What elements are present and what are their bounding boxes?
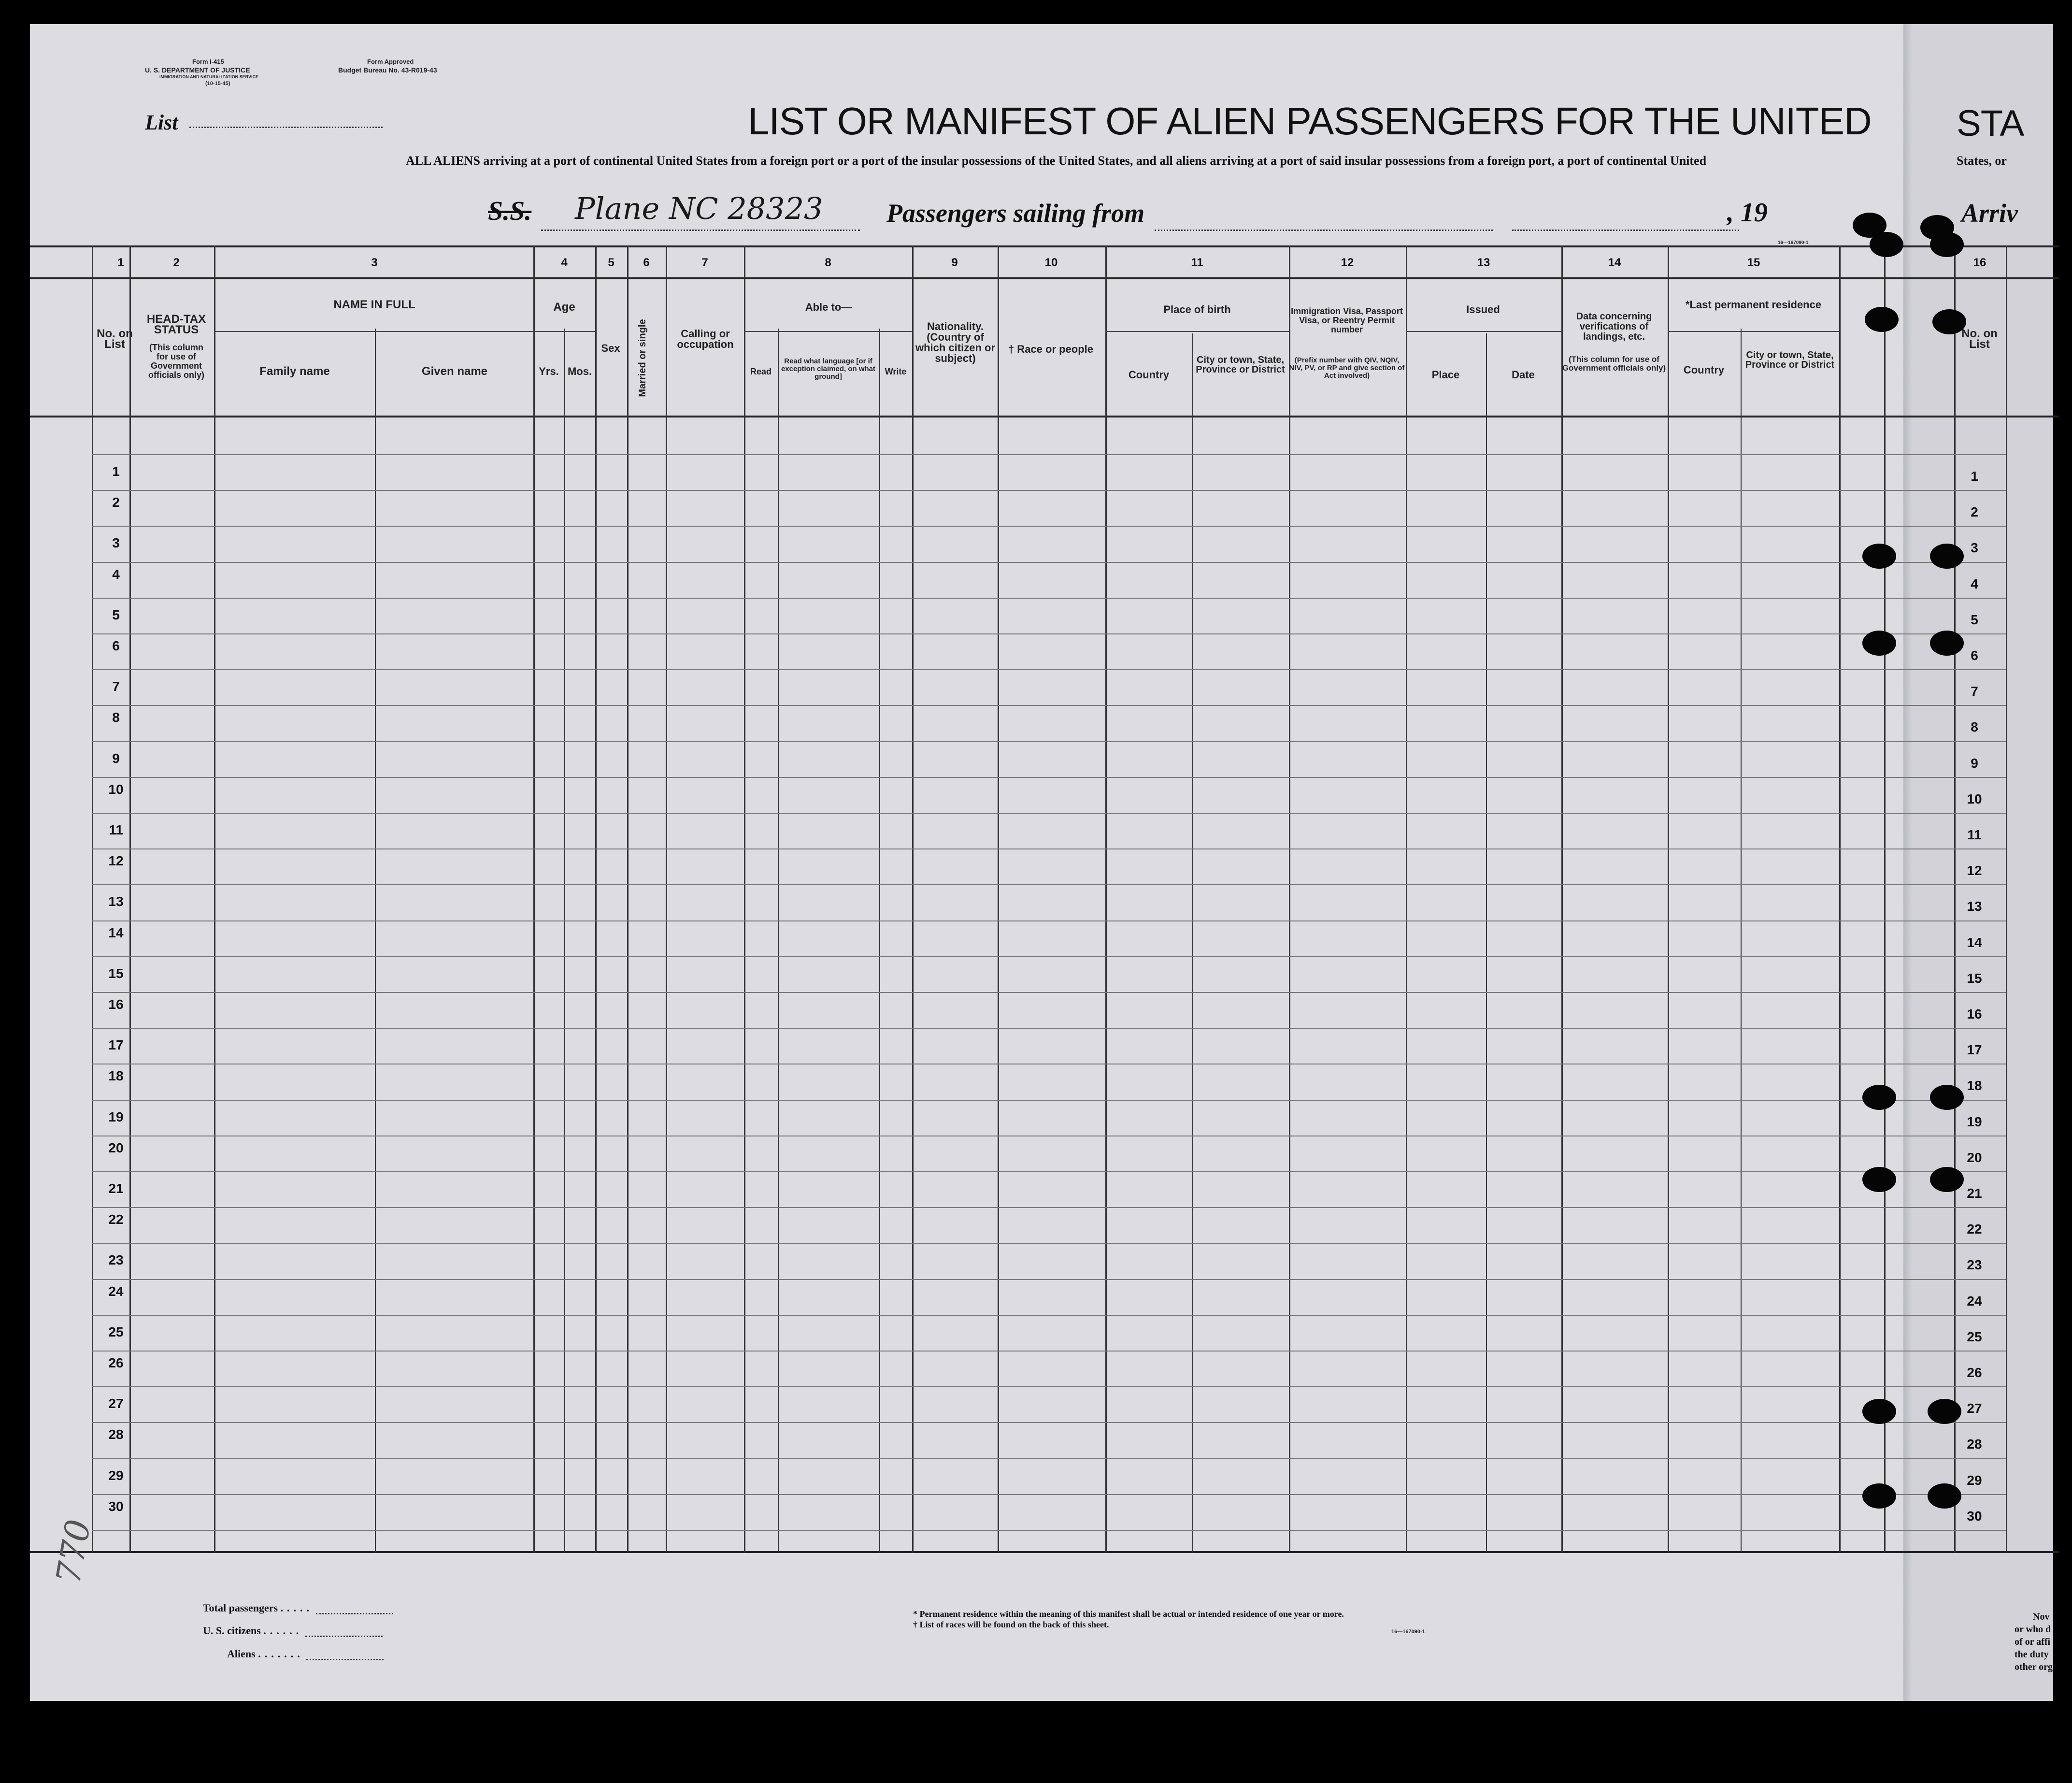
column-number: 11 — [1191, 256, 1203, 269]
subheader-rule — [1105, 331, 1289, 332]
row-number: 18 — [1967, 1078, 1982, 1093]
row-number: 30 — [1967, 1508, 1982, 1524]
sailing-label: Passengers sailing from — [886, 199, 1145, 228]
row-number: 20 — [1967, 1150, 1982, 1165]
row-number: 9 — [1971, 755, 1978, 771]
column-number: 2 — [173, 256, 180, 269]
row-number: 7 — [112, 679, 120, 694]
row-number: 12 — [1967, 863, 1982, 878]
subheader-rule — [1668, 331, 1839, 332]
row-number: 3 — [1971, 540, 1978, 556]
header-read: Read — [750, 367, 772, 376]
row-number: 17 — [1967, 1042, 1982, 1058]
punch-hole — [1930, 544, 1964, 569]
right-edge-line: the duty — [2015, 1649, 2049, 1660]
row-number: 28 — [1967, 1437, 1982, 1452]
row-number: 21 — [108, 1181, 124, 1196]
header-visa-note: (Prefix number with QIV, NQIV, NIV, PV, or RP and give section of Act involved) — [1289, 356, 1405, 380]
row-number: 23 — [108, 1252, 124, 1268]
column-number: 13 — [1477, 256, 1490, 269]
column-number: 1 — [117, 256, 124, 269]
arriving-label: Arriv — [1961, 199, 2018, 228]
punch-hole — [1930, 1085, 1964, 1110]
subcolumn-divider — [1741, 329, 1742, 1553]
row-number: 1 — [112, 464, 120, 479]
right-edge-line: of or affi — [2015, 1637, 2051, 1647]
header-able-to: Able to— — [805, 301, 852, 313]
total-passengers: Total passengers ..... — [203, 1602, 393, 1614]
header-city-birth: City or town, State, Province or District — [1196, 355, 1285, 375]
column-divider — [92, 245, 93, 1553]
subheader-rule — [533, 331, 595, 332]
header-bottom-rule — [30, 416, 2059, 417]
subcolumn-divider — [564, 329, 565, 1553]
row-number: 11 — [1967, 827, 1982, 842]
header-family-name: Family name — [259, 365, 330, 378]
manifest-subtitle-cont: States, or — [1957, 154, 2007, 168]
row-rule — [92, 526, 2006, 527]
print-code-bottom: 16—167090-1 — [1391, 1629, 1425, 1635]
header-given-name: Given name — [421, 365, 488, 378]
row-number: 19 — [108, 1109, 124, 1124]
row-rule — [92, 884, 2006, 885]
header-last-residence: *Last permanent residence — [1685, 299, 1822, 311]
header-mos: Mos. — [567, 365, 592, 377]
header-write: Write — [885, 367, 907, 376]
row-number: 2 — [1971, 504, 1978, 520]
column-number: 12 — [1341, 256, 1354, 269]
header-head-tax: HEAD-TAX STATUS — [146, 313, 206, 336]
row-number: 6 — [1971, 648, 1978, 663]
colnum-rule — [30, 277, 2059, 279]
row-number: 13 — [108, 894, 124, 909]
column-divider — [1884, 245, 1886, 1553]
row-rule — [92, 1028, 2006, 1029]
header-data-note: (This column for use of Government officials only) — [1562, 355, 1666, 373]
header-no-on-list-right: No. on List — [1961, 327, 1998, 351]
punch-hole — [1928, 1483, 1961, 1509]
punch-hole — [1862, 1399, 1896, 1424]
subcolumn-divider — [879, 329, 880, 1553]
header-race: † Race or people — [1008, 343, 1094, 355]
row-number: 14 — [108, 925, 124, 940]
header-place: Place — [1431, 369, 1460, 381]
column-divider — [666, 245, 667, 1553]
row-number: 15 — [1967, 970, 1982, 986]
header-data-concerning: Data concerning verifications of landings, etc. — [1576, 311, 1652, 342]
row-number: 4 — [1971, 576, 1978, 591]
column-divider — [1954, 245, 1956, 1553]
row-number: 15 — [108, 965, 124, 981]
row-number: 7 — [1971, 684, 1978, 699]
row-number: 5 — [112, 607, 120, 622]
form-service: IMMIGRATION AND NATURALIZATION SERVICE — [159, 74, 258, 79]
punch-hole — [1928, 1399, 1961, 1424]
year-prefix: , 19 — [1727, 198, 1768, 228]
punch-hole — [1862, 1167, 1896, 1192]
row-number: 25 — [1967, 1329, 1982, 1344]
column-divider — [912, 245, 914, 1553]
row-number: 25 — [108, 1324, 124, 1339]
row-number: 28 — [108, 1427, 124, 1442]
row-rule — [92, 1530, 2006, 1531]
footnote-races: † List of races will be found on the back of this sheet. — [913, 1620, 1109, 1629]
row-rule — [92, 1351, 2006, 1352]
total-passengers-label: Total passengers — [203, 1602, 278, 1614]
row-rule — [92, 992, 2006, 993]
us-citizens: U. S. citizens ...... — [203, 1625, 383, 1637]
row-number: 26 — [108, 1355, 124, 1370]
subheader-rule — [1406, 331, 1561, 332]
table-top-rule — [30, 245, 2059, 247]
row-rule — [92, 1422, 2006, 1423]
column-number: 4 — [561, 256, 568, 269]
footnote-permanent: * Permanent residence within the meaning of this manifest shall be actual or intended residence of one year or more. — [913, 1609, 1344, 1619]
row-rule — [92, 1171, 2006, 1172]
subcolumn-divider — [1486, 333, 1487, 1553]
row-number: 29 — [108, 1467, 124, 1483]
header-name-in-full: NAME IN FULL — [333, 298, 415, 311]
form-department: U. S. DEPARTMENT OF JUSTICE — [145, 66, 250, 74]
manifest-title: LIST OR MANIFEST OF ALIEN PASSENGERS FOR THE UNITED — [748, 100, 1872, 143]
column-divider — [214, 245, 215, 1553]
form-number: Form I-415 — [192, 58, 224, 65]
row-number: 23 — [1967, 1257, 1982, 1273]
header-country-birth: Country — [1128, 369, 1170, 381]
row-rule — [92, 562, 2006, 563]
row-rule — [92, 1494, 2006, 1495]
list-blank — [189, 127, 383, 128]
row-number: 5 — [1971, 612, 1978, 627]
row-number: 30 — [108, 1498, 124, 1514]
column-number: 8 — [825, 256, 831, 269]
row-number: 8 — [1971, 719, 1978, 735]
column-number: 3 — [371, 256, 378, 269]
column-divider — [627, 245, 629, 1553]
row-number: 4 — [112, 566, 120, 582]
subheader-rule — [744, 331, 912, 332]
row-number: 17 — [108, 1037, 124, 1053]
punch-hole — [1930, 1167, 1964, 1192]
column-divider — [744, 245, 745, 1553]
row-rule — [92, 813, 2006, 814]
subcolumn-divider — [778, 329, 779, 1553]
row-rule — [92, 956, 2006, 957]
column-number: 16 — [1973, 256, 1986, 269]
row-number: 11 — [109, 822, 123, 837]
right-edge-line: other org — [2015, 1662, 2053, 1672]
row-number: 19 — [1967, 1114, 1982, 1129]
header-issued: Issued — [1466, 303, 1500, 316]
row-number: 1 — [1971, 469, 1978, 484]
row-number: 24 — [108, 1283, 124, 1299]
row-rule — [92, 454, 2006, 455]
column-divider — [1289, 245, 1290, 1553]
row-number: 18 — [108, 1068, 124, 1084]
row-number: 27 — [1967, 1401, 1982, 1416]
aliens-label: Aliens — [227, 1648, 256, 1660]
row-rule — [92, 1279, 2006, 1280]
table-bottom-rule — [30, 1551, 2059, 1553]
row-rule — [92, 598, 2006, 599]
column-number: 9 — [951, 256, 958, 269]
row-rule — [92, 741, 2006, 742]
row-rule — [92, 848, 2006, 849]
header-head-tax-note: (This column for use of Government officials only) — [148, 343, 204, 380]
subcolumn-divider — [375, 329, 376, 1553]
us-citizens-label: U. S. citizens — [203, 1625, 261, 1637]
row-rule — [92, 1207, 2006, 1208]
right-edge-line: Nov — [2033, 1611, 2050, 1622]
column-divider — [1561, 245, 1563, 1553]
right-edge-line: or who d — [2015, 1624, 2051, 1635]
row-number: 24 — [1967, 1293, 1982, 1308]
row-number: 2 — [112, 495, 120, 510]
aliens: Aliens ....... — [227, 1648, 384, 1660]
form-date-code: (10-15-45) — [205, 81, 230, 86]
row-rule — [92, 490, 2006, 491]
header-calling: Calling or occupation — [677, 328, 734, 350]
row-rule — [92, 1315, 2006, 1316]
list-label: List — [145, 111, 178, 134]
manifest-sheet — [30, 24, 2001, 1701]
row-number: 9 — [112, 750, 120, 766]
sheet-fold — [1903, 24, 1912, 1701]
column-number: 7 — [701, 256, 708, 269]
row-number: 21 — [1967, 1186, 1982, 1201]
column-divider — [2006, 245, 2007, 1553]
header-yrs: Yrs. — [539, 365, 559, 377]
punch-hole — [1930, 232, 1964, 257]
column-divider — [1839, 245, 1841, 1553]
row-number: 10 — [1967, 791, 1982, 806]
column-divider — [1105, 245, 1107, 1553]
row-number: 22 — [108, 1212, 124, 1227]
header-no-on-list: No. on List — [97, 327, 133, 351]
print-code-top: 16—167090-1 — [1778, 240, 1809, 245]
form-approved: Form Approved — [367, 58, 414, 65]
header-visa: Immigration Visa, Passport Visa, or Reentry Permit number — [1291, 306, 1403, 334]
header-lr-city: City or town, State, Province or District — [1745, 350, 1835, 370]
row-rule — [92, 1100, 2006, 1101]
row-rule — [92, 633, 2006, 634]
sailing-port-blank — [1155, 230, 1493, 231]
column-number: 6 — [643, 256, 650, 269]
budget-bureau: Budget Bureau No. 43-R019-43 — [338, 66, 437, 74]
vessel-name: Plane NC 28323 — [575, 191, 823, 226]
header-date: Date — [1512, 369, 1535, 381]
punch-hole — [1865, 307, 1899, 332]
header-nationality: Nationality. (Country of which citizen or subject) — [915, 320, 996, 364]
row-rule — [92, 1243, 2006, 1244]
header-married: Married or single — [637, 319, 648, 397]
row-rule — [92, 1386, 2006, 1387]
row-number: 6 — [112, 638, 120, 653]
column-number: 5 — [608, 256, 614, 269]
subheader-rule — [214, 331, 533, 332]
row-number: 29 — [1967, 1472, 1982, 1488]
row-number: 22 — [1967, 1222, 1982, 1237]
row-number: 20 — [108, 1140, 124, 1155]
column-number: 10 — [1044, 256, 1058, 269]
row-rule — [92, 705, 2006, 706]
column-divider — [533, 245, 535, 1553]
ss-label: S.S. — [488, 196, 532, 226]
punch-hole — [1862, 631, 1896, 656]
header-sex: Sex — [601, 342, 620, 354]
column-divider — [595, 245, 597, 1553]
punch-hole — [1932, 309, 1966, 334]
row-number: 8 — [112, 710, 120, 725]
header-read-what: Read what language [or if exception claimed, on what ground] — [781, 357, 876, 381]
punch-hole — [1862, 544, 1896, 569]
header-lr-country: Country — [1683, 364, 1725, 376]
row-rule — [92, 920, 2006, 921]
column-number: 14 — [1608, 256, 1621, 269]
subcolumn-divider — [1192, 333, 1193, 1553]
margin-note: 770 — [48, 1516, 99, 1587]
row-number: 10 — [108, 781, 124, 797]
row-number: 16 — [1967, 1007, 1982, 1021]
header-age: Age — [553, 301, 575, 314]
punch-hole — [1930, 631, 1964, 656]
manifest-title-cont: STA — [1957, 103, 2024, 144]
row-number: 26 — [1967, 1365, 1982, 1380]
manifest-subtitle: ALL ALIENS arriving at a port of continental United States from a foreign port or a port of the insular possessions of the United States, and all aliens arriving at a port of said insular possessions from a foreign port, a port of continental United — [406, 154, 1707, 168]
row-number: 3 — [112, 535, 120, 551]
row-rule — [92, 1458, 2006, 1459]
row-rule — [92, 777, 2006, 778]
column-number: 15 — [1747, 256, 1760, 269]
vessel-underline — [541, 230, 860, 231]
sailing-date-blank — [1512, 230, 1739, 231]
row-rule — [92, 669, 2006, 670]
row-number: 12 — [108, 853, 124, 869]
punch-hole — [1862, 1085, 1896, 1110]
header-place-of-birth: Place of birth — [1163, 303, 1231, 316]
column-divider — [998, 245, 999, 1553]
row-number: 14 — [1967, 935, 1982, 950]
row-number: 27 — [108, 1396, 124, 1411]
punch-hole — [1862, 1483, 1896, 1509]
row-number: 13 — [1967, 899, 1982, 914]
column-divider — [1406, 245, 1407, 1553]
punch-hole — [1870, 232, 1903, 257]
row-number: 16 — [108, 997, 124, 1012]
column-divider — [1668, 245, 1669, 1553]
